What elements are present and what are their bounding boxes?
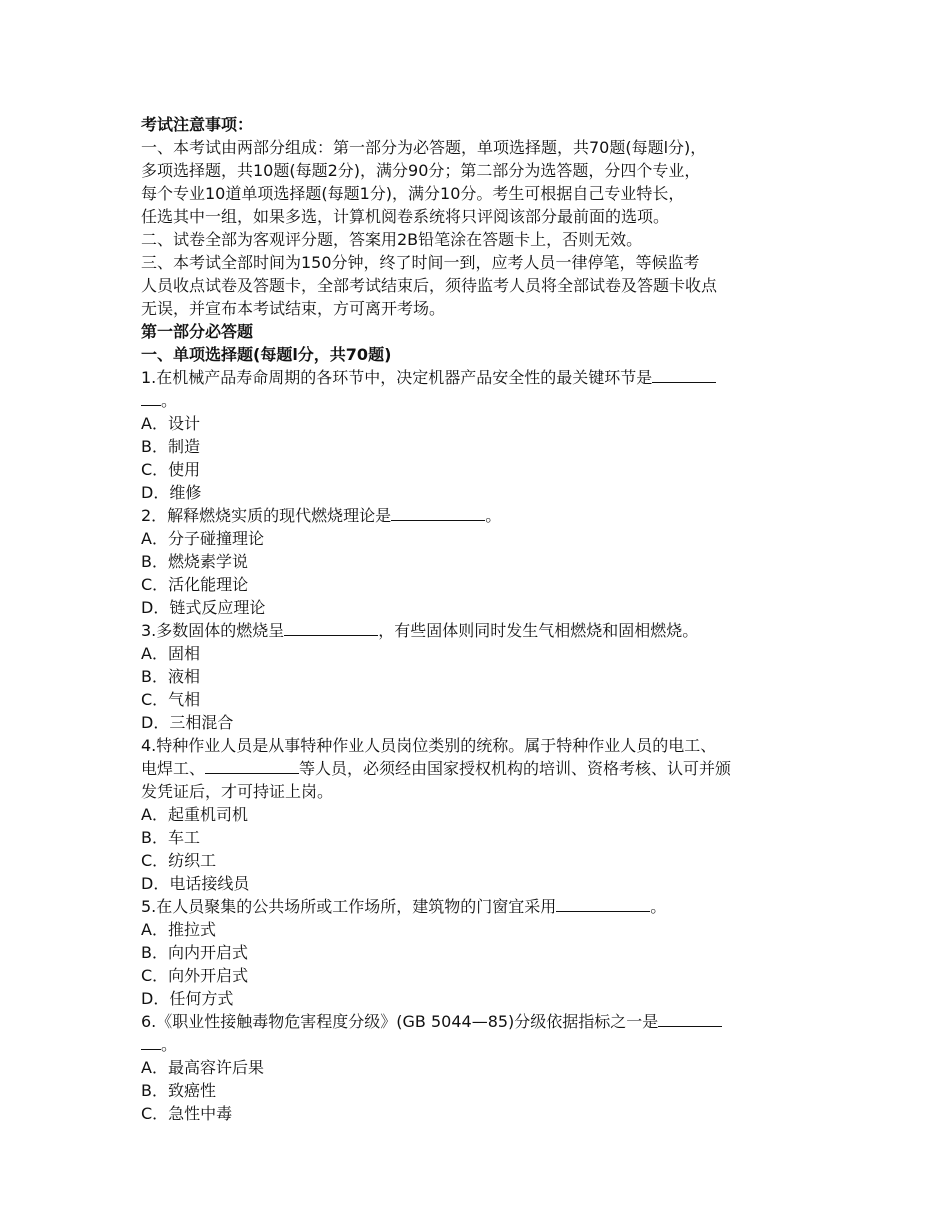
question-6 [141,1010,816,1033]
notice-line: 三、本考试全部时间为150分钟，终了时间一到，应考人员一律停笔，等候监考 [141,253,700,272]
section1-title: 一、单项选择题(每题l分，共70题) [141,345,392,364]
notice-line: 二、试卷全部为客观评分题，答案用2B铅笔涂在答题卡上，否则无效。 [141,230,643,249]
question-6-continued [141,1033,816,1056]
answer-blank [652,367,716,383]
question-5 [141,895,816,918]
option: B．液相 [141,667,200,686]
question-text: 6.《职业性接触毒物危害程度分级》(GB 5044—85)分级依据指标之一是 [141,1012,659,1031]
question-4-continued [141,757,816,780]
option: A．起重机司机 [141,805,248,824]
option: C．活化能理论 [141,575,249,594]
answer-blank [658,1011,722,1027]
notice-line: 无误，并宣布本考试结束，方可离开考场。 [141,299,446,318]
option: A．推拉式 [141,920,216,939]
option: B．燃烧素学说 [141,552,248,571]
option: A．分子碰撞理论 [141,529,264,548]
answer-blank [205,758,299,774]
option: B．致癌性 [141,1081,216,1100]
option: D．链式反应理论 [141,598,266,617]
answer-blank [391,505,485,521]
question-text: 。 [161,391,178,410]
option: A．最高容许后果 [141,1058,264,1077]
option: C．使用 [141,460,201,479]
part1-title: 第一部分必答题 [141,322,254,341]
option: C．向外开启式 [141,966,249,985]
option: C．急性中毒 [141,1104,233,1123]
question-4: 4.特种作业人员是从事特种作业人员岗位类别的统称。属于特种作业人员的电工、 [141,736,717,755]
notice-line: 人员收点试卷及答题卡，全部考试结束后，须待监考人员将全部试卷及答题卡收点 [141,276,718,295]
question-1 [141,366,816,389]
question-text: 。 [485,506,502,525]
notice-line: 多项选择题，共10题(每题2分)，满分90分；第二部分为选答题，分四个专业， [141,161,701,180]
option: D．维修 [141,483,202,502]
option: D．任何方式 [141,989,234,1008]
notice-line: 任选其中一组，如果多选，计算机阅卷系统将只评阅该部分最前面的选项。 [141,207,670,226]
answer-blank [556,896,650,912]
question-text: 。 [161,1035,178,1054]
question-text: 。 [650,897,667,916]
notice-line: 每个专业10道单项选择题(每题1分)，满分10分。考生可根据自己专业特长， [141,184,685,203]
answer-blank [141,390,161,406]
question-1-continued [141,389,816,412]
question-text: 电焊工、 [141,759,206,778]
option: B．车工 [141,828,200,847]
option: D．三相混合 [141,713,234,732]
option: A．固相 [141,644,200,663]
question-4-continued: 发凭证后，才可持证上岗。 [141,782,334,801]
exam-page [141,113,816,1125]
answer-blank [284,620,378,636]
question-text: 2．解释燃烧实质的现代燃烧理论是 [141,506,392,525]
question-text: 5.在人员聚集的公共场所或工作场所，建筑物的门窗宜采用 [141,897,557,916]
answer-blank [141,1034,161,1050]
question-text: 1.在机械产品寿命周期的各环节中，决定机器产品安全性的最关键环节是 [141,368,653,387]
option: B．向内开启式 [141,943,248,962]
notice-title: 考试注意事项： [141,115,254,134]
option: C．气相 [141,690,201,709]
question-text: 等人员，必须经由国家授权机构的培训、资格考核、认可并颁 [299,759,732,778]
notice-line: 一、本考试由两部分组成：第一部分为必答题，单项选择题，共70题(每题l分)， [141,138,707,157]
question-2 [141,504,816,527]
question-3 [141,619,816,642]
option: D．电话接线员 [141,874,250,893]
option: A．设计 [141,414,200,433]
question-text: ，有些固体则同时发生气相燃烧和固相燃烧。 [378,621,699,640]
option: C．纺织工 [141,851,217,870]
question-text: 3.多数固体的燃烧呈 [141,621,285,640]
option: B．制造 [141,437,200,456]
